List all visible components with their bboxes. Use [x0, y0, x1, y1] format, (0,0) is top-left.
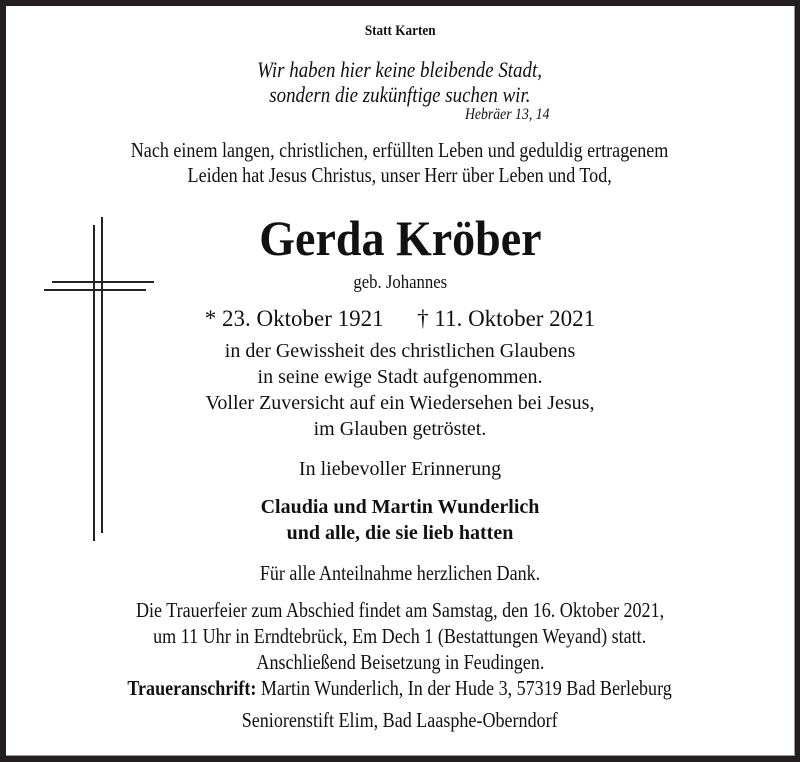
ceremony-line-2: um 11 Uhr in Erndtebrück, Em Dech 1 (Bestattungen Weyand) statt. — [153, 624, 647, 648]
maiden-name: geb. Johannes — [353, 272, 447, 293]
body-line-1: in der Gewissheit des christlichen Glaubens — [224, 340, 576, 362]
address-label: Traueranschrift: — [127, 676, 257, 700]
intro-line-2: Leiden hat Jesus Christus, unser Herr über Leben und Tod, — [187, 163, 613, 187]
mourners-line-2: und alle, die sie lieb hatten — [286, 522, 514, 544]
address-value: Martin Wunderlich, In der Hude 3, 57319 Bad Berleburg — [256, 676, 673, 700]
verse-reference: Hebräer 13, 14 — [465, 106, 550, 123]
death-date: † 11. Oktober 2021 — [417, 306, 596, 331]
ceremony-line-3: Anschließend Beisetzung in Feudingen. — [256, 650, 544, 674]
ceremony-line-1: Die Trauerfeier zum Abschied findet am Samstag, den 16. Oktober 2021, — [135, 598, 665, 622]
body-line-3: Voller Zuversicht auf ein Wiedersehen bei Jesus, — [205, 392, 595, 414]
remembrance-label: In liebevoller Erinnerung — [298, 458, 502, 480]
thanks-line: Für alle Anteilnahme herzlichen Dank. — [259, 561, 541, 585]
body-line-4: im Glauben getröstet. — [313, 418, 487, 440]
intro-line-1: Nach einem langen, christlichen, erfüllten Leben und geduldig ertragenem — [131, 138, 669, 162]
verse-line-1: Wir haben hier keine bleibende Stadt, — [257, 57, 543, 82]
body-line-2: in seine ewige Stadt aufgenommen. — [257, 366, 543, 388]
verse-line-2: sondern die zukünftige suchen wir. — [269, 82, 531, 107]
deceased-name: Gerda Kröber — [258, 210, 542, 266]
footer-line: Seniorenstift Elim, Bad Laasphe-Oberndorf — [242, 708, 558, 732]
mourners-line-1: Claudia und Martin Wunderlich — [260, 496, 540, 518]
mourning-address — [128, 678, 672, 699]
birth-date: * 23. Oktober 1921 — [204, 306, 384, 331]
header-label: Statt Karten — [364, 23, 436, 39]
